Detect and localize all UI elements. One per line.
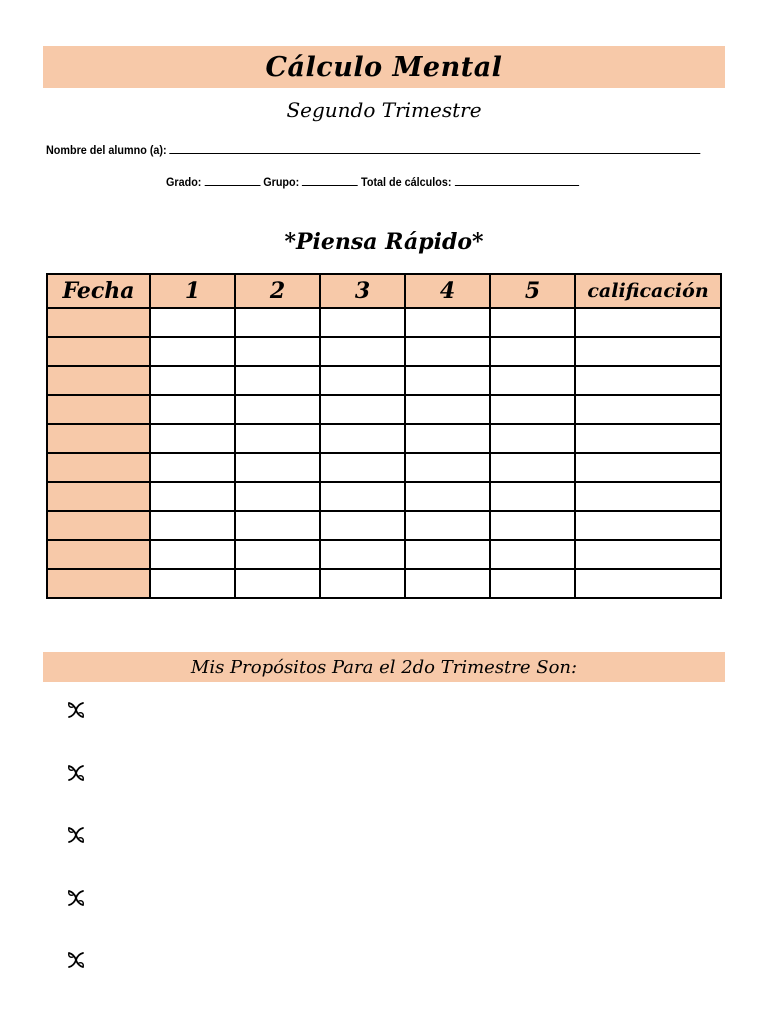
score-cell[interactable] [320, 511, 405, 540]
score-cell[interactable] [150, 511, 235, 540]
score-cell[interactable] [150, 540, 235, 569]
score-cell[interactable] [320, 482, 405, 511]
score-cell[interactable] [405, 337, 490, 366]
score-cell[interactable] [405, 569, 490, 598]
score-cell[interactable] [490, 337, 575, 366]
goals-title: Mis Propósitos Para el 2do Trimestre Son: [190, 656, 578, 678]
score-cell[interactable] [150, 366, 235, 395]
score-cell[interactable] [235, 395, 320, 424]
column-header-5: 5 [490, 274, 575, 308]
total-label: Total de cálculos: [361, 175, 452, 189]
x-flourish-icon [66, 888, 86, 908]
student-name-field[interactable] [170, 142, 701, 154]
score-cell[interactable] [405, 453, 490, 482]
score-cell[interactable] [235, 366, 320, 395]
grade-cell[interactable] [575, 366, 721, 395]
score-cell[interactable] [490, 366, 575, 395]
score-cell[interactable] [150, 569, 235, 598]
grade-cell[interactable] [575, 395, 721, 424]
student-name-label: Nombre del alumno (a): [46, 143, 167, 157]
x-flourish-icon [66, 700, 86, 720]
score-cell[interactable] [150, 482, 235, 511]
column-header-2: 2 [235, 274, 320, 308]
score-cell[interactable] [150, 308, 235, 337]
x-flourish-icon [66, 950, 86, 970]
score-cell[interactable] [150, 453, 235, 482]
table-row [47, 424, 721, 453]
column-header-1: 1 [150, 274, 235, 308]
grade-cell[interactable] [575, 511, 721, 540]
date-cell[interactable] [47, 540, 150, 569]
table-row [47, 453, 721, 482]
score-cell[interactable] [235, 424, 320, 453]
score-cell[interactable] [320, 453, 405, 482]
grade-cell[interactable] [575, 308, 721, 337]
score-cell[interactable] [405, 511, 490, 540]
page-subtitle: Segundo Trimestre [286, 98, 482, 122]
column-header-3: 3 [320, 274, 405, 308]
grade-cell[interactable] [575, 540, 721, 569]
score-table [46, 273, 722, 599]
score-cell[interactable] [235, 453, 320, 482]
total-field[interactable] [454, 174, 578, 186]
table-title: *Piensa Rápido* [284, 229, 484, 255]
date-cell[interactable] [47, 366, 150, 395]
score-cell[interactable] [490, 540, 575, 569]
date-cell[interactable] [47, 482, 150, 511]
table-row [47, 511, 721, 540]
score-cell[interactable] [320, 337, 405, 366]
table-row [47, 569, 721, 598]
table-row [47, 482, 721, 511]
score-cell[interactable] [405, 424, 490, 453]
x-flourish-icon [66, 825, 86, 845]
goals-banner [43, 652, 725, 682]
score-cell[interactable] [490, 395, 575, 424]
x-flourish-icon [66, 763, 86, 783]
score-cell[interactable] [490, 453, 575, 482]
column-header-date: Fecha [47, 274, 150, 308]
grade-cell[interactable] [575, 337, 721, 366]
score-cell[interactable] [320, 569, 405, 598]
score-cell[interactable] [320, 424, 405, 453]
title-banner [43, 46, 725, 88]
date-cell[interactable] [47, 453, 150, 482]
date-cell[interactable] [47, 569, 150, 598]
table-body [47, 308, 721, 598]
score-cell[interactable] [320, 366, 405, 395]
grade-cell[interactable] [575, 482, 721, 511]
score-cell[interactable] [490, 308, 575, 337]
score-cell[interactable] [235, 308, 320, 337]
score-cell[interactable] [405, 482, 490, 511]
table-row [47, 395, 721, 424]
grade-field[interactable] [204, 174, 260, 186]
date-cell[interactable] [47, 424, 150, 453]
score-cell[interactable] [150, 424, 235, 453]
column-header-4: 4 [405, 274, 490, 308]
group-label: Grupo: [263, 175, 300, 189]
grade-label: Grado: [166, 175, 202, 189]
score-cell[interactable] [405, 540, 490, 569]
score-cell[interactable] [235, 569, 320, 598]
score-cell[interactable] [150, 395, 235, 424]
table-row [47, 337, 721, 366]
score-cell[interactable] [490, 424, 575, 453]
score-cell[interactable] [235, 337, 320, 366]
grade-cell[interactable] [575, 424, 721, 453]
table-row [47, 366, 721, 395]
grade-cell[interactable] [575, 569, 721, 598]
table-row [47, 540, 721, 569]
score-cell[interactable] [320, 308, 405, 337]
score-cell[interactable] [405, 308, 490, 337]
date-cell[interactable] [47, 337, 150, 366]
date-cell[interactable] [47, 308, 150, 337]
grade-group-line [166, 174, 579, 189]
score-cell[interactable] [235, 511, 320, 540]
score-cell[interactable] [490, 511, 575, 540]
score-cell[interactable] [405, 366, 490, 395]
date-cell[interactable] [47, 511, 150, 540]
score-cell[interactable] [235, 482, 320, 511]
page-title: Cálculo Mental [265, 51, 503, 83]
score-cell[interactable] [150, 337, 235, 366]
group-field[interactable] [302, 174, 358, 186]
date-cell[interactable] [47, 395, 150, 424]
grade-cell[interactable] [575, 453, 721, 482]
table-row [47, 308, 721, 337]
table-header-row [47, 274, 721, 308]
column-header-grade: calificación [575, 274, 721, 308]
score-cell[interactable] [490, 569, 575, 598]
score-cell[interactable] [320, 540, 405, 569]
score-cell[interactable] [490, 482, 575, 511]
score-cell[interactable] [320, 395, 405, 424]
student-name-line [46, 142, 701, 157]
score-cell[interactable] [405, 395, 490, 424]
score-cell[interactable] [235, 540, 320, 569]
